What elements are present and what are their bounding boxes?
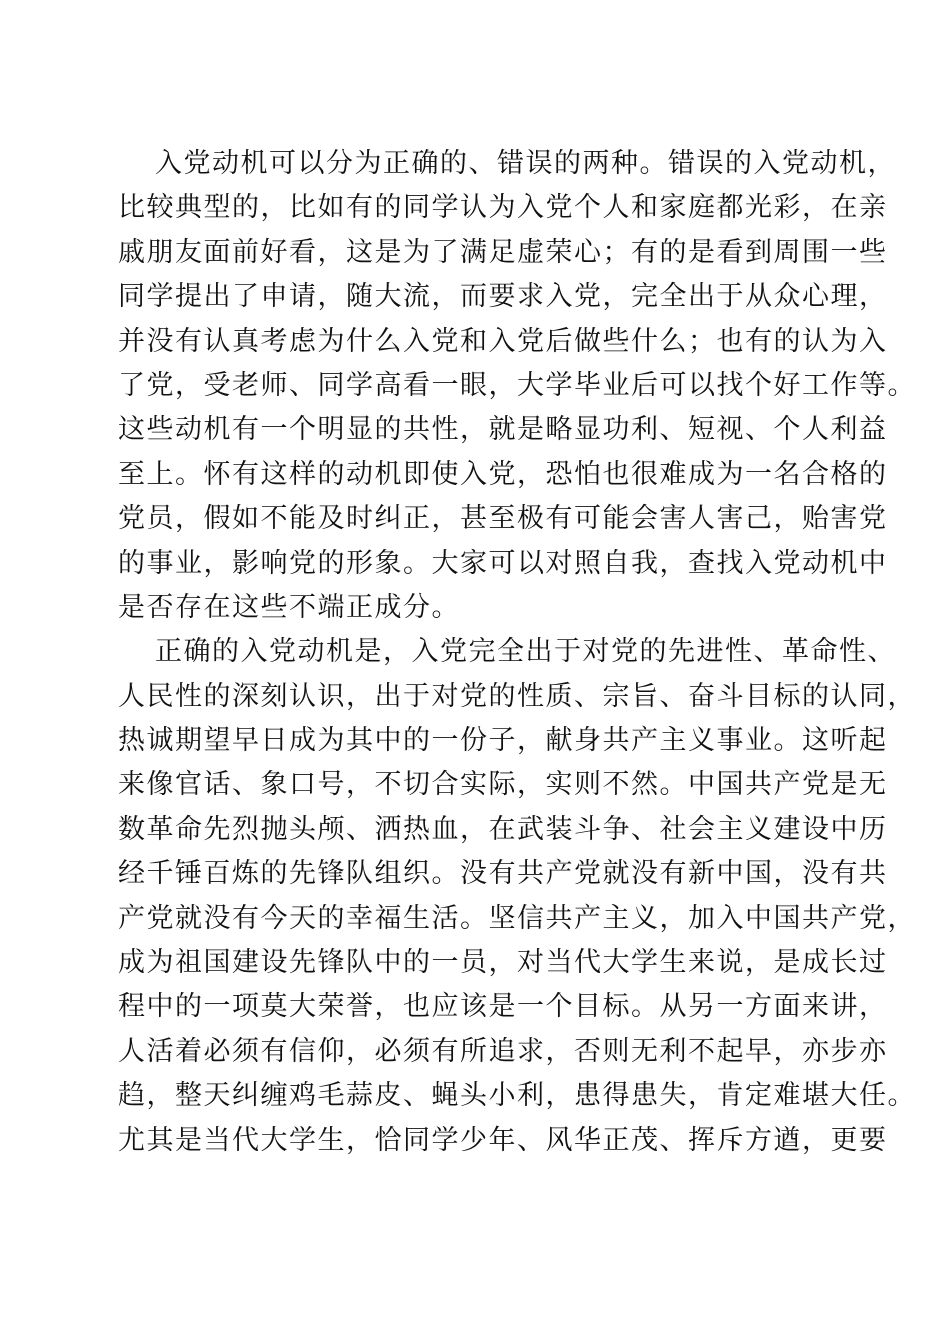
text-line: 程中的一项莫大荣誉，也应该是一个目标。从另一方面来讲， — [118, 991, 888, 1023]
text-line: 数革命先烈抛头颅、洒热血，在武装斗争、社会主义建设中历 — [118, 813, 888, 845]
text-line: 同学提出了申请，随大流，而要求入党，完全出于从众心理， — [118, 281, 888, 313]
text-line: 并没有认真考虑为什么入党和入党后做些什么；也有的认为入 — [118, 325, 888, 357]
text-line: 来像官话、象口号，不切合实际，实则不然。中国共产党是无 — [118, 769, 888, 801]
text-line: 热诚期望早日成为其中的一份子，献身共产主义事业。这听起 — [118, 725, 888, 757]
text-line: 成为祖国建设先锋队中的一员，对当代大学生来说，是成长过 — [118, 947, 888, 979]
text-line: 人民性的深刻认识，出于对党的性质、宗旨、奋斗目标的认同， — [118, 680, 916, 712]
text-line: 经千锤百炼的先锋队组织。没有共产党就没有新中国，没有共 — [118, 858, 888, 890]
text-line: 比较典型的，比如有的同学认为入党个人和家庭都光彩，在亲 — [118, 192, 888, 224]
text-line: 入党动机可以分为正确的、错误的两种。错误的入党动机， — [155, 148, 896, 179]
text-line: 产党就没有今天的幸福生活。坚信共产主义，加入中国共产党， — [118, 902, 916, 934]
text-line: 戚朋友面前好看，这是为了满足虚荣心；有的是看到周围一些 — [118, 236, 888, 268]
text-line: 人活着必须有信仰，必须有所追求，否则无利不起早，亦步亦 — [118, 1035, 888, 1067]
text-line: 至上。怀有这样的动机即使入党，恐怕也很难成为一名合格的 — [118, 458, 888, 490]
body-text — [118, 142, 916, 1163]
text-line: 是否存在这些不端正成分。 — [118, 591, 460, 623]
text-line: 尤其是当代大学生，恰同学少年、风华正茂、挥斥方遒，更要 — [118, 1124, 888, 1156]
text-line: 了党，受老师、同学高看一眼，大学毕业后可以找个好工作等。 — [118, 369, 916, 401]
text-line: 这些动机有一个明显的共性，就是略显功利、短视、个人利益 — [118, 414, 888, 446]
text-line: 党员，假如不能及时纠正，甚至极有可能会害人害己，贻害党 — [118, 503, 888, 535]
text-line: 正确的入党动机是，入党完全出于对党的先进性、革命性、 — [155, 636, 896, 668]
text-line: 的事业，影响党的形象。大家可以对照自我，查找入党动机中 — [118, 547, 888, 579]
text-line: 趋，整天纠缠鸡毛蒜皮、蝇头小利，患得患失，肯定难堪大任。 — [118, 1080, 916, 1112]
